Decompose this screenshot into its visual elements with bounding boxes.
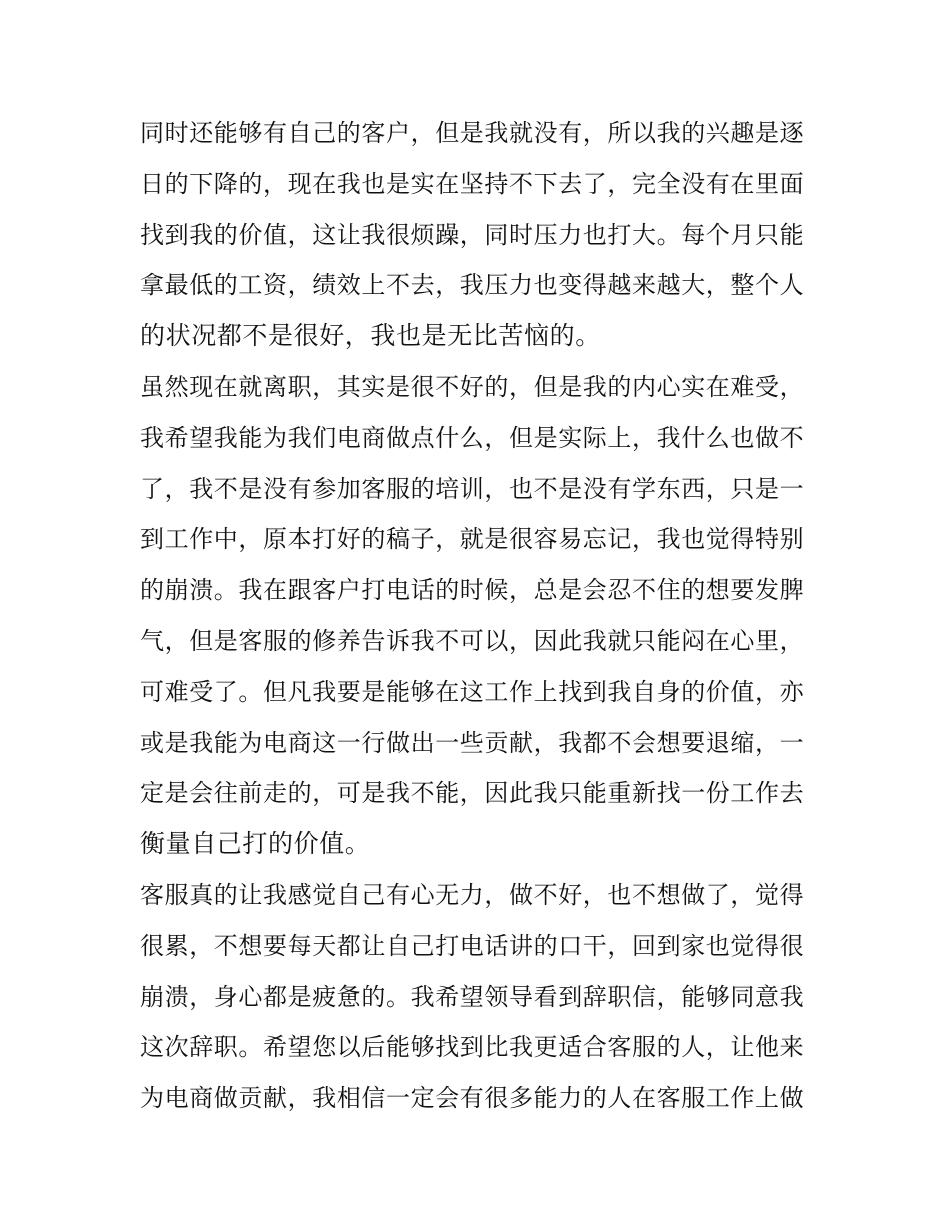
text-line: 的崩溃。我在跟客户打电话的时候，总是会忍不住的想要发脾: [140, 576, 805, 605]
text-line: 同时还能够有自己的客户，但是我就没有，所以我的兴趣是逐: [140, 119, 805, 147]
text-line: 这次辞职。希望您以后能够找到比我更适合客服的人，让他来: [140, 1033, 805, 1062]
text-line: 或是我能为电商这一行做出一些贡献，我都不会想要退缩，一: [140, 728, 805, 757]
text-line: 的状况都不是很好，我也是无比苦恼的。: [140, 321, 601, 351]
text-line: 日的下降的，现在我也是实在坚持不下去了，完全没有在里面: [140, 169, 805, 198]
text-line: 气，但是客服的修养告诉我不可以，因此我就只能闷在心里，: [140, 626, 805, 655]
text-line: 了，我不是没有参加客服的培训，也不是没有学东西，只是一: [140, 474, 805, 503]
text-line: 拿最低的工资，绩效上不去，我压力也变得越来越大，整个人: [140, 271, 805, 300]
text-line: 虽然现在就离职，其实是很不好的，但是我的内心实在难受，: [140, 372, 805, 401]
text-line: 客服真的让我感觉自己有心无力，做不好，也不想做了，觉得: [140, 880, 805, 909]
text-line: 崩溃，身心都是疲惫的。我希望领导看到辞职信，能够同意我: [140, 982, 805, 1011]
text-line: 可难受了。但凡我要是能够在这工作上找到我自身的价值，亦: [140, 677, 805, 706]
text-line: 我希望我能为我们电商做点什么，但是实际上，我什么也做不: [140, 423, 805, 452]
text-line: 很累，不想要每天都让自己打电话讲的口干，回到家也觉得很: [140, 931, 805, 960]
text-line: 到工作中，原本打好的稿子，就是很容易忘记，我也觉得特别: [140, 525, 805, 554]
body-text: [140, 108, 815, 1124]
text-line: 为电商做贡献，我相信一定会有很多能力的人在客服工作上做: [140, 1084, 805, 1113]
text-line: 找到我的价值，这让我很烦躁，同时压力也打大。每个月只能: [140, 220, 805, 249]
text-line: 衡量自己打的价值。: [140, 829, 371, 859]
text-line: 定是会往前走的，可是我不能，因此我只能重新找一份工作去: [140, 779, 805, 808]
